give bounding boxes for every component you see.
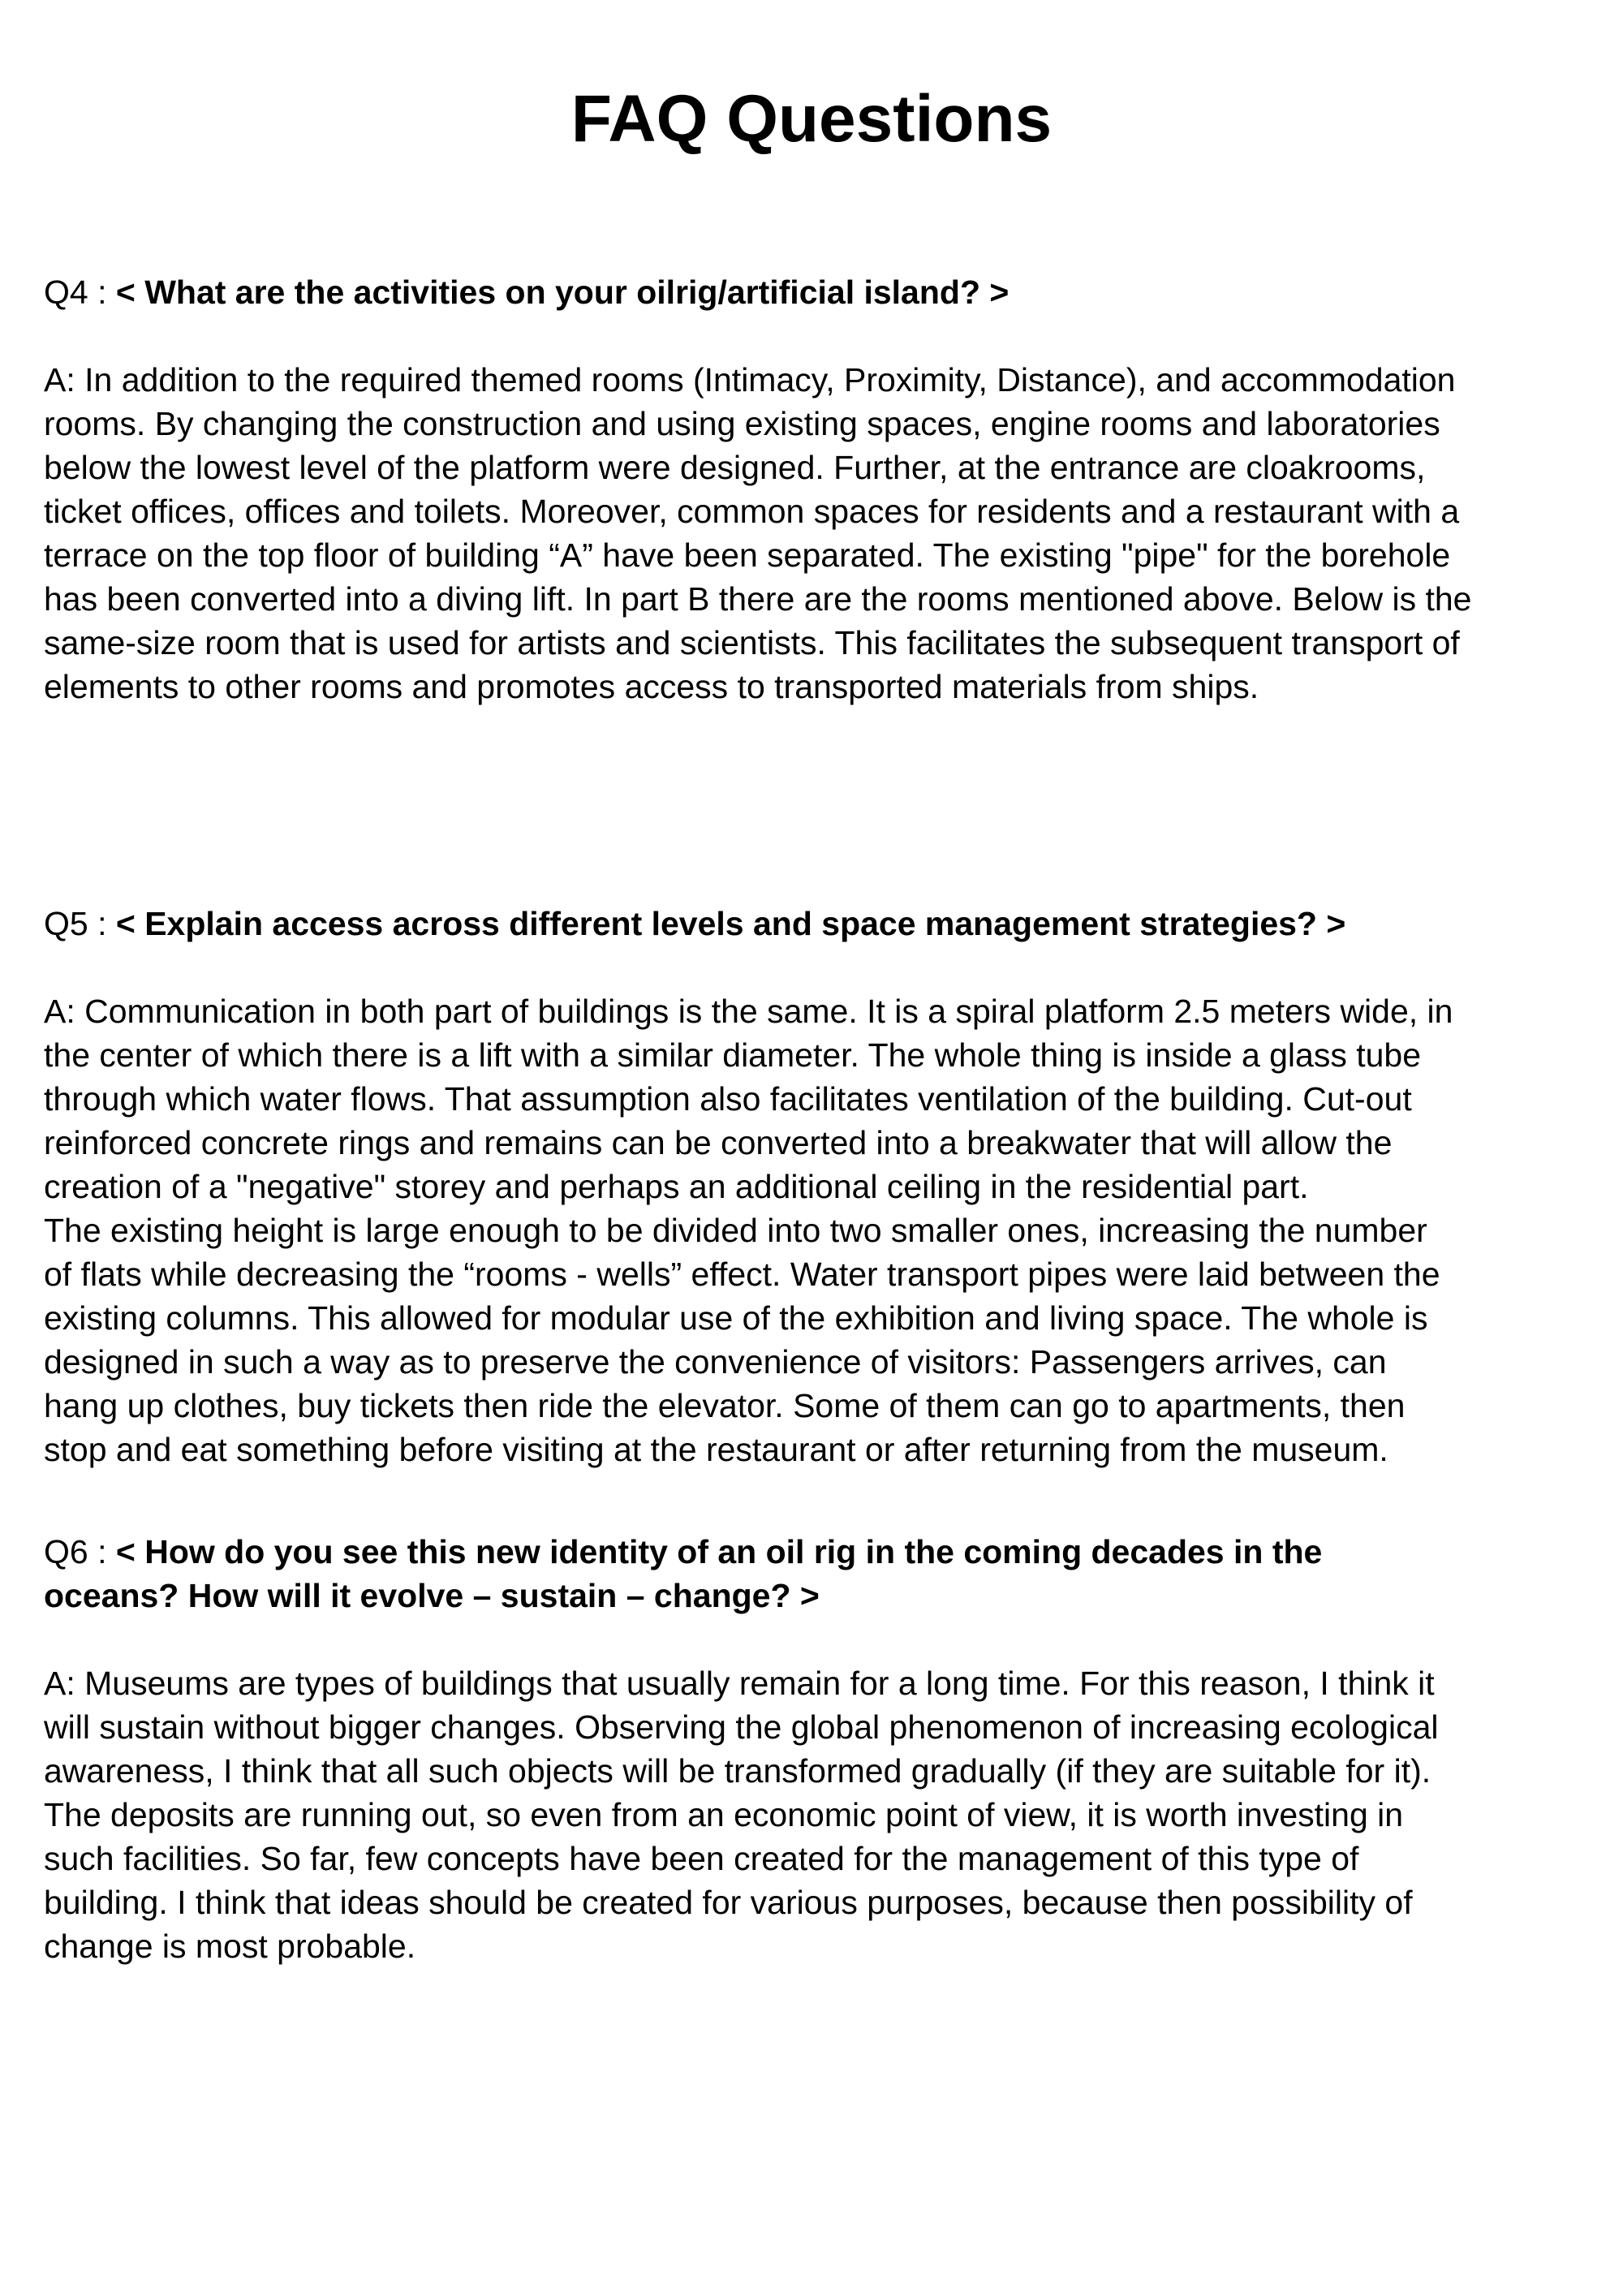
question-number: Q4 : (44, 274, 116, 311)
question-text: < How do you see this new identity of an oil rig in the coming decades in the (115, 1533, 1323, 1570)
faq-question-q4 (44, 270, 1610, 314)
answer-line: The deposits are running out, so even from an economic point of view, it is worth investing in (44, 1796, 1404, 1833)
answer-line: awareness, I think that all such objects will be transformed gradually (if they are suitable for it). (44, 1752, 1431, 1790)
question-number: Q6 : (44, 1533, 116, 1570)
answer-line: terrace on the top floor of building “A” have been separated. The existing "pipe" for the borehole (44, 536, 1451, 574)
answer-line: A: Communication in both part of buildings is the same. It is a spiral platform 2.5 meters wide, in (44, 993, 1453, 1030)
question-text: < Explain access across different levels and space management strategies? > (115, 905, 1346, 942)
answer-line: The existing height is large enough to be divided into two smaller ones, increasing the number (44, 1212, 1427, 1249)
faq-question-q6 (44, 1530, 1610, 1618)
answer-line: rooms. By changing the construction and using existing spaces, engine rooms and laboratories (44, 405, 1440, 442)
question-number: Q5 : (44, 905, 116, 942)
answer-line: creation of a "negative" storey and perhaps an additional ceiling in the residential part. (44, 1168, 1309, 1205)
answer-line: hang up clothes, buy tickets then ride the elevator. Some of them can go to apartments, then (44, 1387, 1406, 1424)
answer-line: A: In addition to the required themed rooms (Intimacy, Proximity, Distance), and accommodation (44, 361, 1456, 398)
faq-answer-q5 (44, 989, 1610, 1471)
answer-line: of flats while decreasing the “rooms - wells” effect. Water transport pipes were laid between the (44, 1256, 1440, 1293)
answer-line: building. I think that ideas should be created for various purposes, because then possibility of (44, 1884, 1413, 1921)
answer-line: below the lowest level of the platform were designed. Further, at the entrance are cloakrooms, (44, 449, 1426, 486)
answer-line: same-size room that is used for artists and scientists. This facilitates the subsequent transport of (44, 624, 1460, 661)
answer-line: the center of which there is a lift with a similar diameter. The whole thing is inside a glass tube (44, 1036, 1422, 1074)
answer-line: stop and eat something before visiting at the restaurant or after returning from the museum. (44, 1431, 1388, 1468)
answer-line: change is most probable. (44, 1928, 416, 1965)
answer-line: A: Museums are types of buildings that usually remain for a long time. For this reason, I think it (44, 1665, 1435, 1702)
answer-line: will sustain without bigger changes. Observing the global phenomenon of increasing ecological (44, 1708, 1439, 1746)
answer-line: through which water flows. That assumption also facilitates ventilation of the building. Cut-out (44, 1080, 1412, 1118)
question-text-line2: oceans? How will it evolve – sustain – change? > (44, 1577, 820, 1614)
faq-answer-q6 (44, 1661, 1610, 1968)
answer-line: elements to other rooms and promotes access to transported materials from ships. (44, 668, 1259, 705)
answer-line: reinforced concrete rings and remains can be converted into a breakwater that will allow the (44, 1124, 1393, 1161)
answer-line: has been converted into a diving lift. In part B there are the rooms mentioned above. Below is the (44, 580, 1472, 618)
question-text: < What are the activities on your oilrig/artificial island? > (115, 274, 1010, 311)
faq-question-q5 (44, 902, 1610, 946)
answer-line: existing columns. This allowed for modular use of the exhibition and living space. The whole is (44, 1299, 1428, 1337)
faq-answer-q4 (44, 358, 1610, 709)
answer-line: such facilities. So far, few concepts have been created for the management of this type of (44, 1840, 1359, 1877)
answer-line: ticket offices, offices and toilets. Moreover, common spaces for residents and a restaurant with a (44, 493, 1460, 530)
answer-line: designed in such a way as to preserve the convenience of visitors: Passengers arrives, can (44, 1343, 1387, 1381)
page-title: FAQ Questions (570, 82, 1053, 156)
